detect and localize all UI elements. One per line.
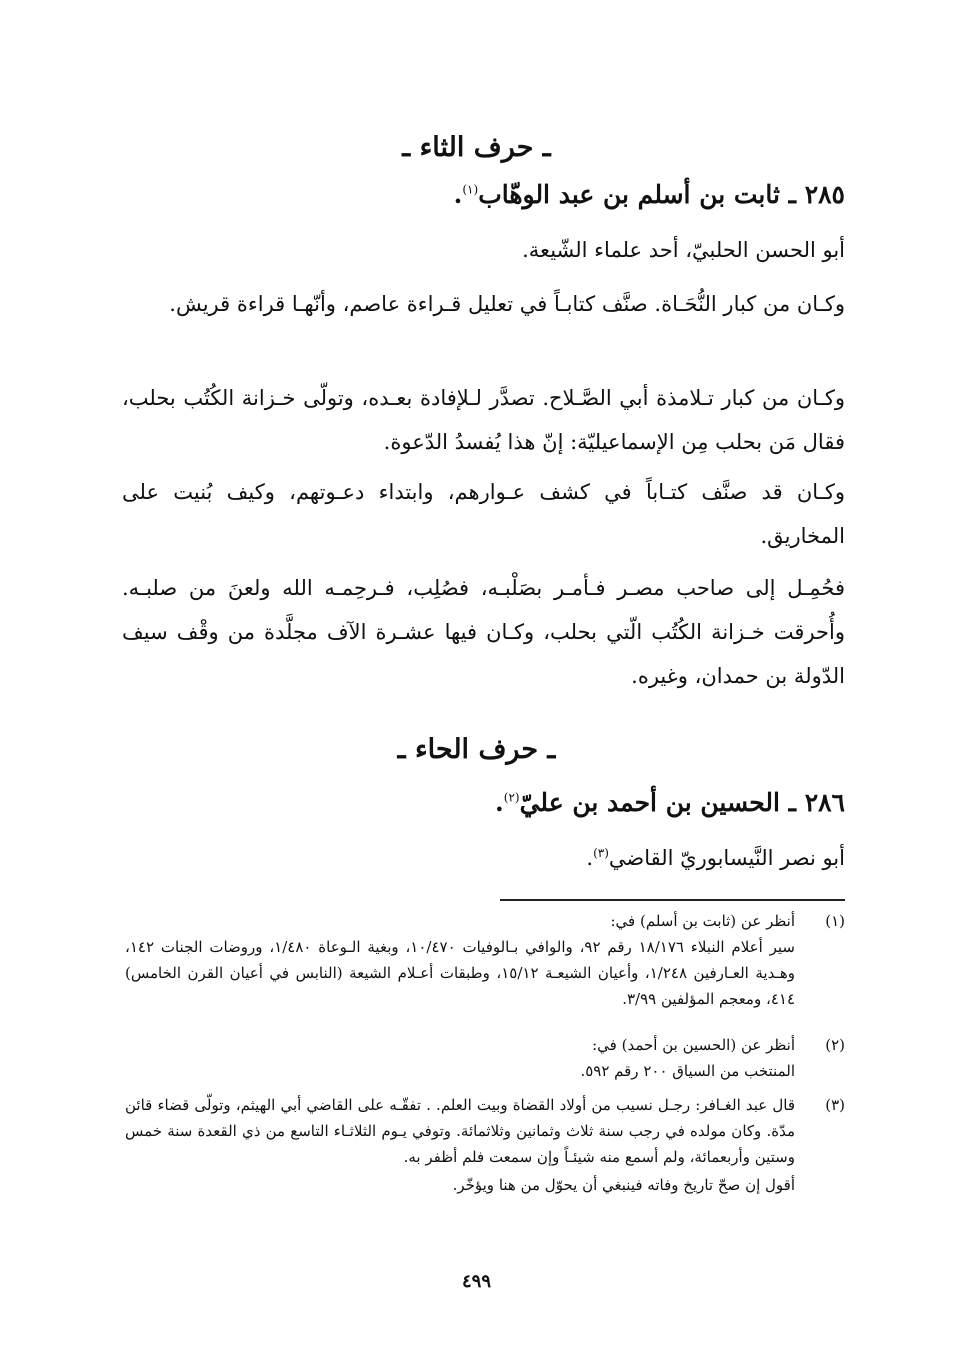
footnote-line: أنظر عن (ثابت بن أسلم) في:	[610, 912, 795, 930]
footnote-2	[125, 1032, 845, 1084]
footnote-ref-1: (١)	[462, 182, 479, 197]
paragraph-4: وكـان قد صنَّف كتـاباً في كشف عـوارهم، وابتداء دعـوتهم، وكيف بُنيت على المخاريق.	[122, 480, 845, 548]
section-heading-tha: ـ حرف الثاء ـ	[402, 132, 551, 163]
entry-line-text: أبو نصر النَّيسابوريّ القاضي	[608, 846, 845, 870]
entry-286-line	[122, 838, 845, 878]
footnote-line: سير أعلام النبلاء ١٨/١٧٦ رقم ٩٢، والوافي بـالوفيات ١٠/٤٧٠، وبغية الـوعاة ١/٤٨٠، وروضات الجنات ١٤٢، وهـدية العـارفين ١/٢٤٨، وأعيان الشيعـة ١٥/١٢، وطبقات أعـلام الشيعة (النابس في أعيان القرن الخامس) ٤١٤، ومعجم المؤلفين ٣/٩٩.	[125, 938, 796, 1008]
footnote-line: المنتخب من السياق ٢٠٠ رقم ٥٩٢.	[580, 1062, 795, 1080]
entry-title-text: ٢٨٦ ـ الحسين بن أحمد بن عليّ	[519, 788, 845, 817]
entry-title-end: .	[453, 180, 463, 209]
section-heading-ha: ـ حرف الحاء ـ	[397, 734, 556, 765]
entry-title-285	[120, 176, 845, 214]
paragraph-1: أبو الحسن الحلبيّ، أحد علماء الشّيعة.	[522, 238, 845, 262]
footnote-number: (٢)	[825, 1036, 845, 1054]
footnote-line: قال عبد الغـافر: رجـل نسيب من أولاد القضاة وبيت العلم. . تفقّـه على القاضي أبي الهيثم، وتولّى قضاء قائن مدّة. وكان مولده في رجب سنة ثلاث وثمانين وثلاثمائة. وتوفي يـوم الثلاثـاء التاسع من ذي القعدة سنة خمس وستين وأربعمائة، ولم أسمع منه شيئـاً وإن سمعت فلم أظفر به.	[125, 1096, 795, 1166]
paragraph-3: وكـان من كبار تـلامذة أبي الصَّـلاح. تصدَّر لـلإفادة بعـده، وتولّى خـزانة الكُتُب بحلب، فقال مَن بحلب مِن الإسماعيليّة: إنّ هذا يُفسدُ الدّعوة.	[122, 386, 845, 454]
paragraph-2: وكـان من كبار النُّحَـاة. صنَّف كتابـاً في تعليل قـراءة عاصم، وأنّهـا قراءة قريش.	[169, 292, 845, 316]
footnote-3	[125, 1092, 845, 1198]
entry-line-end: .	[586, 846, 594, 870]
paragraph-5: فحُمِـل إلى صاحب مصـر فـأمـر بصَلْبـه، فصُلِب، فـرحِمـه الله ولعنَ من صلبـه. وأُحرقت خـزانة الكُتُب الّتي بحلب، وكـان فيها عشـرة الآف مجلَّدة من وقْف سيف الدّولة بن حمدان، وغيره.	[122, 576, 845, 688]
entry-title-end: .	[495, 788, 504, 817]
entry-title-286	[120, 784, 845, 822]
footnote-line: أنظر عن (الحسين بن أحمد) في:	[592, 1036, 795, 1054]
entry-title-text: ٢٨٥ ـ ثابت بن أسلم بن عبد الوهّاب	[478, 180, 845, 209]
footnote-line: أقول إن صحّ تاريخ وفاته فينبغي أن يحوّل من هنا ويؤخّر.	[452, 1176, 795, 1194]
footnote-1	[125, 908, 845, 1012]
footnote-number: (١)	[825, 912, 845, 930]
footnote-ref-2: (٢)	[503, 790, 520, 805]
footnote-ref-3: (٣)	[593, 846, 609, 860]
page-number: ٤٩٩	[461, 1271, 491, 1292]
footnote-separator	[500, 899, 845, 901]
footnote-number: (٣)	[825, 1096, 845, 1114]
